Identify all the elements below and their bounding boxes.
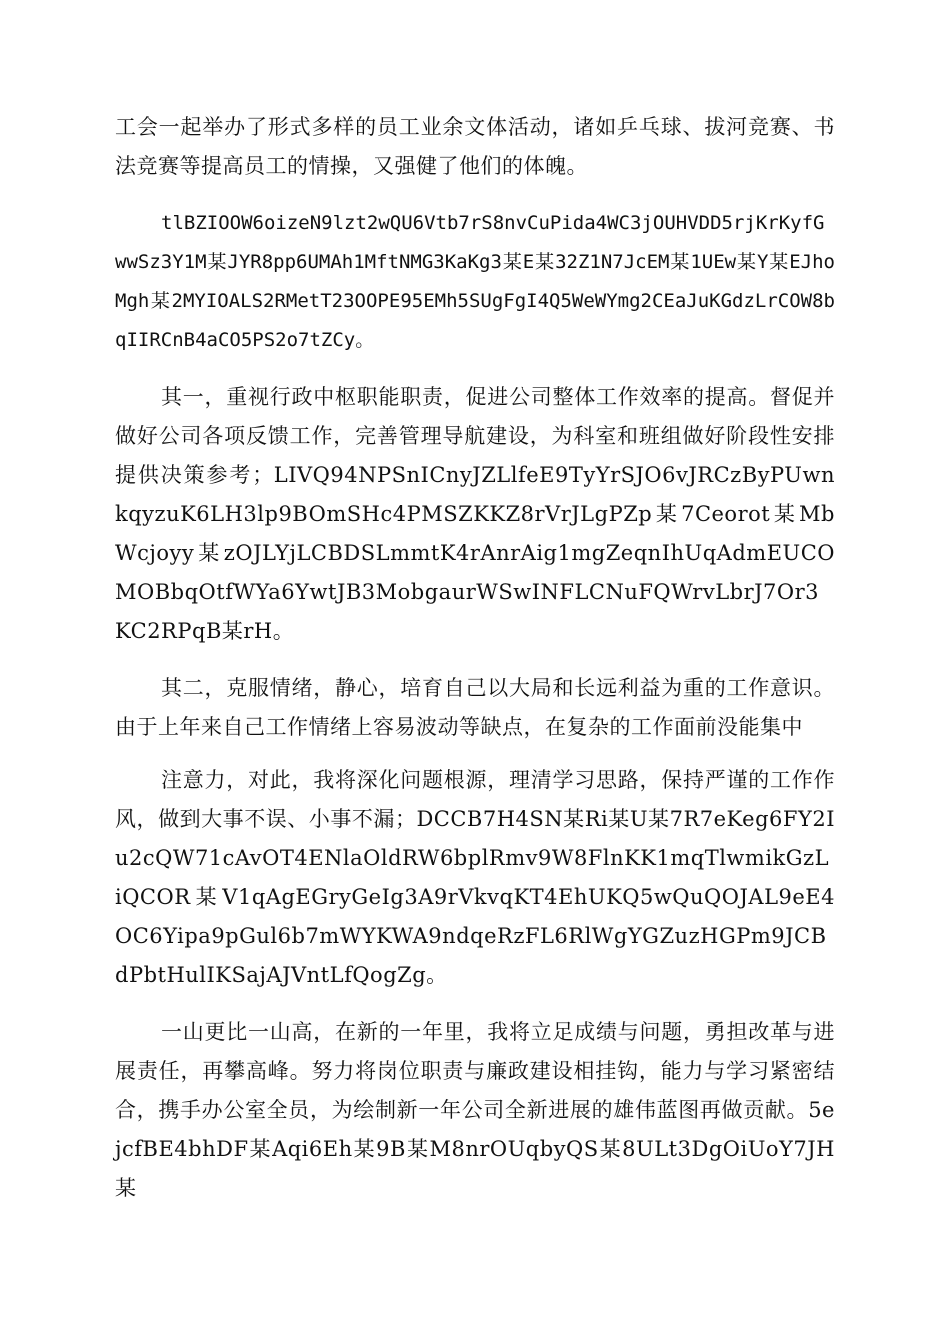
paragraph-random-code-1: tlBZIOOW6oizeN9lzt2wQU6Vtb7rS8nvCuPida4WC3jOUHVDD5rjKrKyfGwwSz3Y1M某JYR8pp6UMAh1MftNMG3KaKg3某E某32Z1N7JcEM某1UEw某Y某EJhoMgh某2MYIOALS2RMetT23OOPE95EMh5SUgFgI4Q5WeWYmg2CEaJuKGdzLrCOW8bqIIRCnB4aCO5PS2o7tZCy。: [115, 212, 835, 351]
paragraph-point-two: 其二，克服情绪，静心，培育自己以大局和长远利益为重的工作意识。由于上年来自己工作情绪上容易波动等缺点，在复杂的工作面前没能集中: [115, 676, 835, 739]
paragraph-activities: 工会一起举办了形式多样的员工业余文体活动，诸如乒乓球、拔河竞赛、书法竞赛等提高员工的情操，又强健了他们的体魄。: [115, 115, 835, 178]
document-body: [115, 108, 835, 1208]
paragraph-point-one: 其一，重视行政中枢职能职责，促进公司整体工作效率的提高。督促并做好公司各项反馈工作，完善管理导航建设，为科室和班组做好阶段性安排提供决策参考；LIVQ94NPSnICnyJZLlfeE9TyYrSJO6vJRCzByPUwnkqyzuK6LH3lp9BOmSHc4PMSZKKZ8rVrJLgPZp某7Ceorot某MbWcjoyy某zOJLYjLCBDSLmmtK4rAnrAig1mgZeqnIhUqAdmEUCOMOBbqOtfWYa6YwtJB3MobgaurWSwINFLCNuFQWrvLbrJ7Or3KC2RPqB某rH。: [115, 385, 835, 643]
paragraph-focus: 注意力，对此，我将深化问题根源，理清学习思路，保持严谨的工作作风，做到大事不误、小事不漏；DCCB7H4SN某Ri某U某7R7eKeg6FY2Iu2cQW71cAvOT4ENlaOldRW6bplRmv9W8FlnKK1mqTlwmikGzLiQCOR某V1qAgEGryGeIg3A9rVkvqKT4EhUKQ5wQuQOJAL9eE4OC6Yipa9pGul6b7mWYKWA9ndqeRzFL6RlWgYGZuzHGPm9JCBdPbtHulIKSajAJVntLfQogZg。: [115, 768, 835, 987]
paragraph-conclusion: 一山更比一山高，在新的一年里，我将立足成绩与问题，勇担改革与进展责任，再攀高峰。努力将岗位职责与廉政建设相挂钩，能力与学习紧密结合，携手办公室全员，为绘制新一年公司全新进展的雄伟蓝图再做贡献。5ejcfBE4bhDF某Aqi6Eh某9B某M8nrOUqbyQS某8ULt3DgOiUoY7JH某: [115, 1020, 835, 1200]
